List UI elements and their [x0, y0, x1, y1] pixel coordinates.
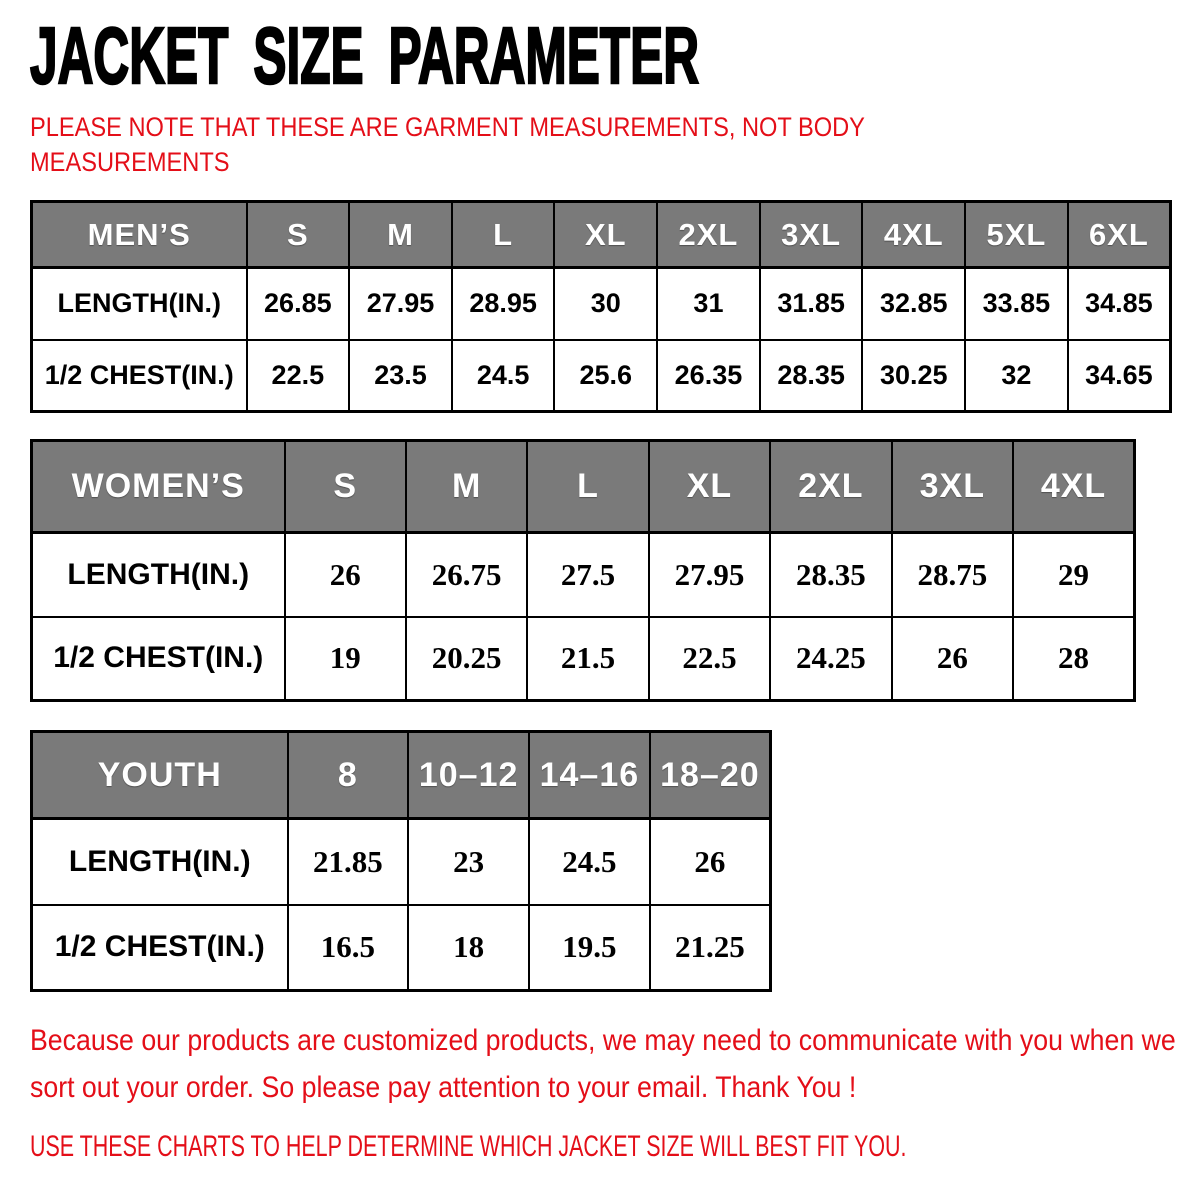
- value-cell: 31: [657, 268, 760, 340]
- garment-measurement-note: PLEASE NOTE THAT THESE ARE GARMENT MEASUREMENTS, NOT BODY MEASUREMENTS: [30, 112, 865, 178]
- row-label-cell: LENGTH(IN.): [32, 268, 247, 340]
- value-cell: 21.25: [650, 905, 771, 991]
- row-label-cell: 1/2 CHEST(IN.): [32, 617, 285, 701]
- table-title-cell: MEN’S: [32, 202, 247, 268]
- size-table-youth: [30, 730, 772, 992]
- row-label-cell: 1/2 CHEST(IN.): [32, 905, 288, 991]
- value-cell: 31.85: [760, 268, 863, 340]
- value-cell: 22.5: [649, 617, 770, 701]
- value-cell: 26: [285, 533, 406, 617]
- row-label-cell: LENGTH(IN.): [32, 819, 288, 905]
- value-cell: 28.35: [760, 340, 863, 412]
- size-header-cell: 18–20: [650, 732, 771, 819]
- size-header-cell: 10–12: [408, 732, 529, 819]
- value-cell: 27.5: [527, 533, 648, 617]
- row-label-cell: LENGTH(IN.): [32, 533, 285, 617]
- size-header-cell: 2XL: [770, 441, 891, 533]
- size-header-cell: 4XL: [1013, 441, 1134, 533]
- value-cell: 30: [554, 268, 657, 340]
- value-cell: 28.35: [770, 533, 891, 617]
- value-cell: 32: [965, 340, 1068, 412]
- value-cell: 21.85: [288, 819, 409, 905]
- value-cell: 28.75: [892, 533, 1013, 617]
- value-cell: 24.5: [529, 819, 650, 905]
- value-cell: 26: [650, 819, 771, 905]
- table-title-cell: YOUTH: [32, 732, 288, 819]
- size-header-cell: 3XL: [892, 441, 1013, 533]
- value-cell: 22.5: [247, 340, 350, 412]
- size-chart-page: [0, 11, 1200, 1200]
- table-row: [32, 617, 1135, 701]
- size-header-cell: XL: [554, 202, 657, 268]
- value-cell: 27.95: [649, 533, 770, 617]
- row-label-cell: 1/2 CHEST(IN.): [32, 340, 247, 412]
- value-cell: 34.65: [1068, 340, 1171, 412]
- table-title-cell: WOMEN’S: [32, 441, 285, 533]
- value-cell: 19.5: [529, 905, 650, 991]
- table-row: [32, 819, 771, 905]
- value-cell: 25.6: [554, 340, 657, 412]
- size-header-cell: L: [527, 441, 648, 533]
- value-cell: 26: [892, 617, 1013, 701]
- value-cell: 26.85: [247, 268, 350, 340]
- size-tables: [30, 200, 1200, 992]
- size-header-cell: 8: [288, 732, 409, 819]
- size-header-cell: 3XL: [760, 202, 863, 268]
- value-cell: 23.5: [349, 340, 452, 412]
- value-cell: 28.95: [452, 268, 555, 340]
- value-cell: 24.5: [452, 340, 555, 412]
- size-header-cell: L: [452, 202, 555, 268]
- table-row: [32, 268, 1171, 340]
- table-row: [32, 533, 1135, 617]
- value-cell: 32.85: [862, 268, 965, 340]
- value-cell: 16.5: [288, 905, 409, 991]
- value-cell: 24.25: [770, 617, 891, 701]
- table-row: [32, 905, 771, 991]
- value-cell: 33.85: [965, 268, 1068, 340]
- value-cell: 19: [285, 617, 406, 701]
- value-cell: 27.95: [349, 268, 452, 340]
- size-header-cell: 4XL: [862, 202, 965, 268]
- size-header-cell: 6XL: [1068, 202, 1171, 268]
- size-table-mens: [30, 200, 1172, 413]
- value-cell: 29: [1013, 533, 1134, 617]
- footer-communication-note: Because our products are customized products, we may need to communicate with you when we sort out your order. So please pay attention to your email. Thank You !: [30, 1024, 1176, 1104]
- value-cell: 18: [408, 905, 529, 991]
- size-header-cell: M: [406, 441, 527, 533]
- value-cell: 30.25: [862, 340, 965, 412]
- value-cell: 21.5: [527, 617, 648, 701]
- size-header-cell: M: [349, 202, 452, 268]
- value-cell: 28: [1013, 617, 1134, 701]
- size-table-womens: [30, 439, 1136, 702]
- size-header-cell: 14–16: [529, 732, 650, 819]
- value-cell: 26.75: [406, 533, 527, 617]
- table-row: [32, 340, 1171, 412]
- size-header-cell: S: [285, 441, 406, 533]
- value-cell: 20.25: [406, 617, 527, 701]
- footer-usage-note: USE THESE CHARTS TO HELP DETERMINE WHICH JACKET SIZE WILL BEST FIT YOU.: [30, 1130, 907, 1164]
- value-cell: 23: [408, 819, 529, 905]
- page-title: JACKET SIZE PARAMETER: [30, 11, 700, 100]
- value-cell: 34.85: [1068, 268, 1171, 340]
- size-header-cell: 2XL: [657, 202, 760, 268]
- size-header-cell: S: [247, 202, 350, 268]
- size-header-cell: 5XL: [965, 202, 1068, 268]
- size-header-cell: XL: [649, 441, 770, 533]
- value-cell: 26.35: [657, 340, 760, 412]
